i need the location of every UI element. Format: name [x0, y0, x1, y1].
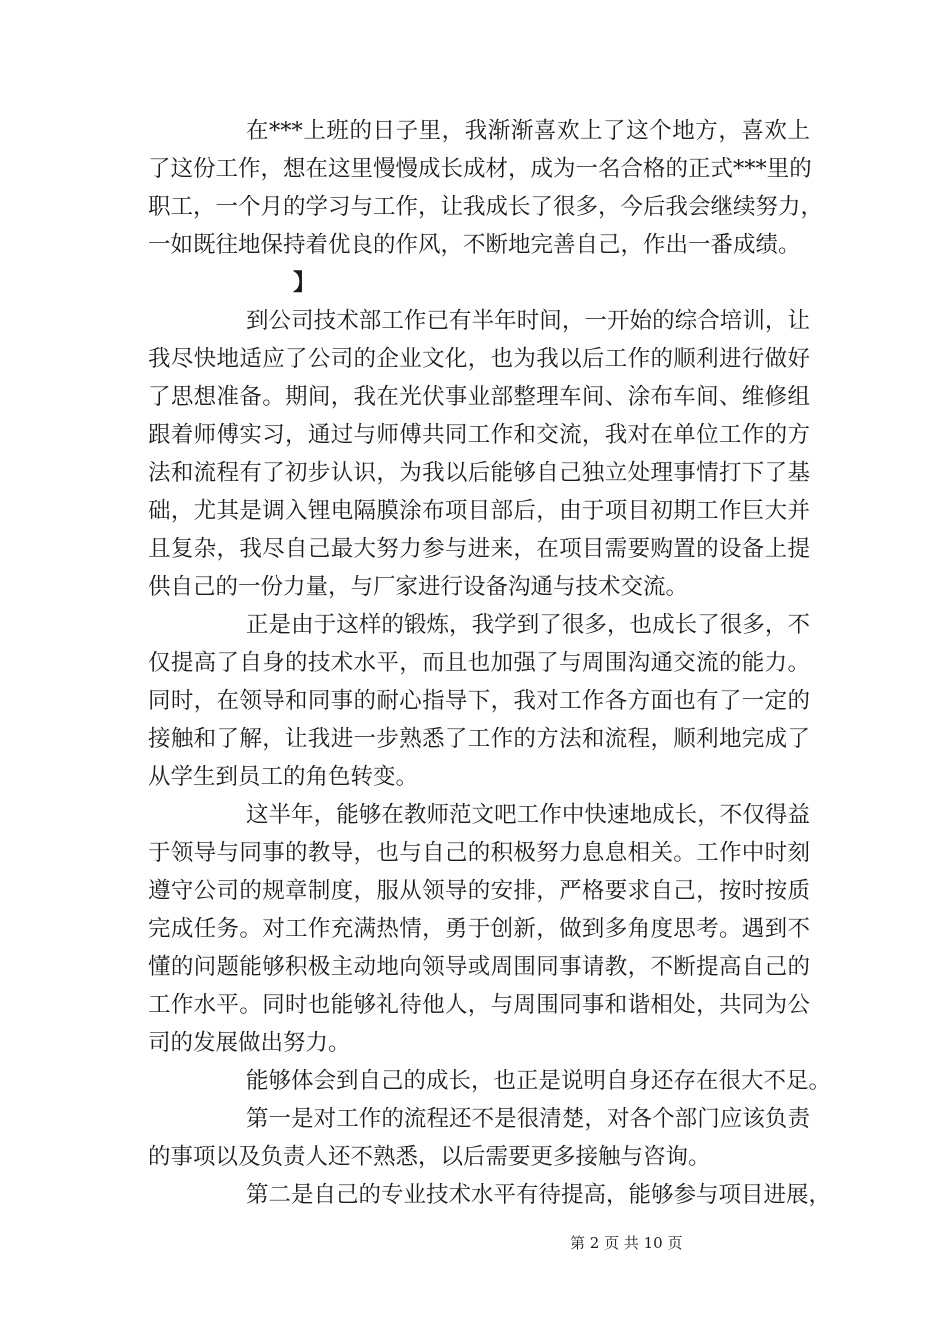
text-line: 法和流程有了初步认识，为我以后能够自己独立处理事情打下了基: [148, 460, 810, 486]
bracket-mark: 】: [293, 270, 316, 296]
text-line: 到公司技术部工作已有半年时间，一开始的综合培训，让: [246, 308, 810, 334]
text-line: 一如既往地保持着优良的作风，不断地完善自己，作出一番成绩。: [148, 232, 801, 258]
text-line: 从学生到员工的角色转变。: [148, 764, 419, 790]
text-line: 仅提高了自身的技术水平，而且也加强了与周围沟通交流的能力。: [148, 650, 810, 676]
text-line: 础，尤其是调入锂电隔膜涂布项目部后，由于项目初期工作巨大并: [148, 498, 810, 524]
text-line: 接触和了解，让我进一步熟悉了工作的方法和流程，顺利地完成了: [148, 726, 810, 752]
text-line: 我尽快地适应了公司的企业文化，也为我以后工作的顺利进行做好: [148, 346, 810, 372]
text-line: 且复杂，我尽自己最大努力参与进来，在项目需要购置的设备上提: [148, 536, 810, 562]
page-number-footer: 第 2 页 共 10 页: [570, 1234, 683, 1252]
text-line: 的事项以及负责人还不熟悉，以后需要更多接触与咨询。: [148, 1144, 711, 1170]
paragraph-first-point: [148, 1100, 810, 1176]
paragraph-shortcomings-intro: [148, 1062, 832, 1100]
text-line: 这半年，能够在教师范文吧工作中快速地成长，不仅得益: [246, 802, 810, 828]
text-line: 第二是自己的专业技术水平有待提高，能够参与项目进展，: [246, 1182, 832, 1208]
text-line: 正是由于这样的锻炼，我学到了很多，也成长了很多，不: [246, 612, 810, 638]
text-line: 懂的问题能够积极主动地向领导或周围同事请教，不断提高自己的: [148, 954, 810, 980]
text-line: 了思想准备。期间，我在光伏事业部整理车间、涂布车间、维修组: [148, 384, 810, 410]
text-line: 同时，在领导和同事的耐心指导下，我对工作各方面也有了一定的: [148, 688, 810, 714]
text-line: 遵守公司的规章制度，服从领导的安排，严格要求自己，按时按质: [148, 878, 810, 904]
text-line: 职工，一个月的学习与工作，让我成长了很多，今后我会继续努力，: [148, 194, 824, 220]
text-line: 司的发展做出努力。: [148, 1030, 351, 1056]
paragraph-bracket: [148, 264, 810, 302]
paragraph-half-year: [148, 796, 810, 1062]
paragraph-intro: [148, 112, 824, 264]
text-line: 在***上班的日子里，我渐渐喜欢上了这个地方，喜欢上: [246, 118, 810, 144]
text-line: 工作水平。同时也能够礼待他人，与周围同事和谐相处，共同为公: [148, 992, 810, 1018]
document-body: [148, 112, 832, 1214]
text-line: 第一是对工作的流程还不是很清楚，对各个部门应该负责: [246, 1106, 810, 1132]
paragraph-growth: [148, 606, 810, 796]
text-line: 了这份工作，想在这里慢慢成长成材，成为一名合格的正式***里的: [148, 156, 812, 182]
paragraph-second-point: [148, 1176, 832, 1214]
text-line: 于领导与同事的教导，也与自己的积极努力息息相关。工作中时刻: [148, 840, 810, 866]
text-line: 跟着师傅实习，通过与师傅共同工作和交流，我对在单位工作的方: [148, 422, 810, 448]
text-line: 供自己的一份力量，与厂家进行设备沟通与技术交流。: [148, 574, 689, 600]
text-line: 能够体会到自己的成长，也正是说明自身还存在很大不足。: [246, 1068, 832, 1094]
paragraph-technical-department: [148, 302, 810, 606]
text-line: 完成任务。对工作充满热情，勇于创新，做到多角度思考。遇到不: [148, 916, 810, 942]
